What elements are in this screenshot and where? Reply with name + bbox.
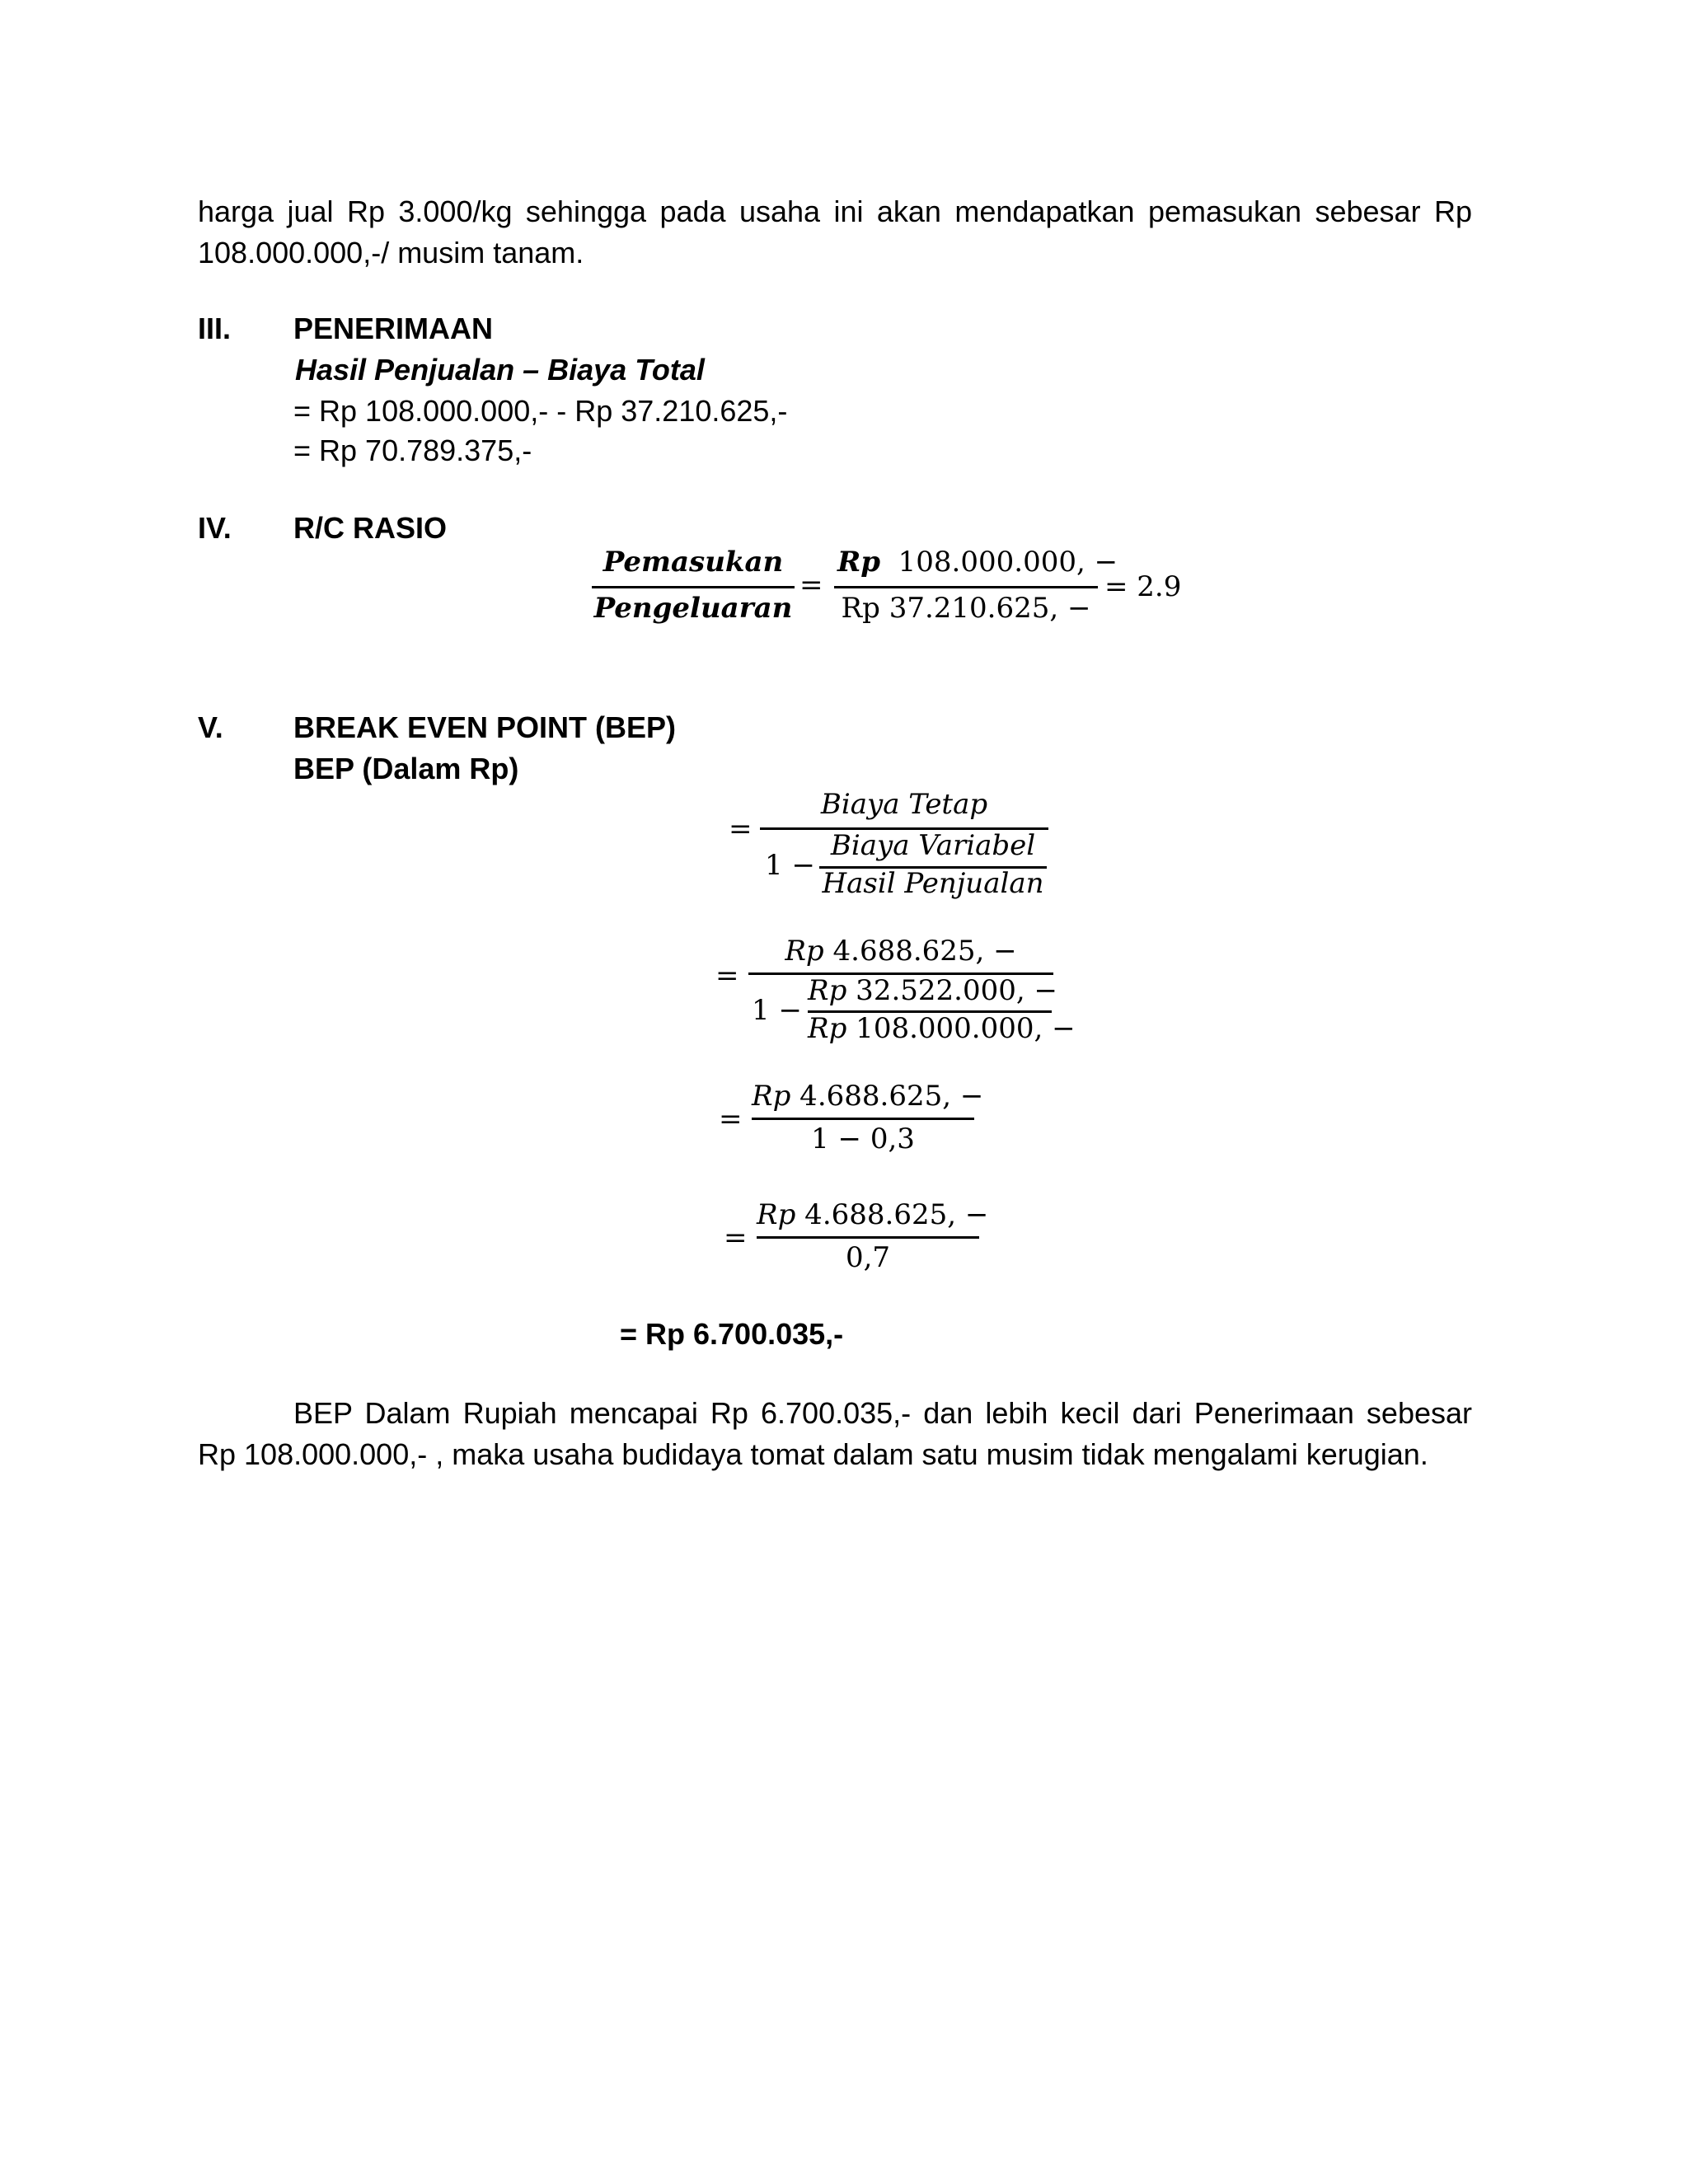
section-5-title: BREAK EVEN POINT (BEP) [293,710,677,744]
conclusion-line-2: Rp 108.000.000,- , maka usaha budidaya tomat dalam satu musim tidak mengalami kerugian. [198,1437,1428,1471]
bep-step-4-equals: = [724,1221,748,1254]
rc-fraction-bar-2 [834,586,1098,588]
rc-denominator-value: Rp 37.210.625, − [841,592,1091,625]
section-4-number: IV. [198,511,232,545]
bep-step-1-numerator: Biaya Tetap [820,788,988,821]
bep-step-3-denominator: 1 − 0,3 [811,1122,915,1155]
bep-step-1-inner-numerator: Biaya Variabel [830,829,1036,862]
intro-line-2: 108.000.000,-/ musim tanam. [198,236,584,269]
rc-numerator-label: Pemasukan [603,546,784,579]
section-3-formula: Hasil Penjualan – Biaya Total [295,353,705,387]
bep-step-4-bar [757,1236,979,1239]
conclusion-paragraph [198,1393,1472,1475]
bep-step-2-one-minus: 1 − [752,994,802,1027]
bep-step-1-equals: = [729,813,753,846]
bep-step-4-denominator: 0,7 [845,1241,891,1274]
bep-step-1-inner-denominator: Hasil Penjualan [822,867,1044,900]
intro-paragraph [198,191,1472,274]
bep-step-3-numerator: Rp 4.688.625, − [752,1080,984,1113]
rc-result: = 2.9 [1104,570,1182,603]
rc-equals-1: = [799,569,823,602]
section-3-number: III. [198,312,232,345]
section-5-subtitle: BEP (Dalam Rp) [293,752,519,785]
bep-step-3-equals: = [719,1103,743,1136]
bep-step-4-numerator: Rp 4.688.625, − [757,1198,989,1231]
bep-step-2-inner-denominator: Rp 108.000.000, − [808,1012,1076,1045]
bep-step-2-inner-numerator: Rp 32.522.000, − [808,974,1057,1007]
section-3-calc-1: = Rp 108.000.000,- - Rp 37.210.625,- [293,394,788,428]
bep-step-3-bar [752,1118,974,1120]
rc-numerator-value: Rp 108.000.000, − [837,546,1118,579]
conclusion-line-1: BEP Dalam Rupiah mencapai Rp 6.700.035,- dan lebih kecil dari Penerimaan sebesar [293,1396,1472,1430]
bep-step-2-numerator: Rp 4.688.625, − [785,935,1017,968]
rc-fraction-bar-1 [592,586,795,588]
intro-line-1: harga jual Rp 3.000/kg sehingga pada usaha ini akan mendapatkan pemasukan sebesar Rp [198,194,1472,228]
section-4-title: R/C RASIO [293,511,448,545]
section-3-calc-2: = Rp 70.789.375,- [293,434,532,467]
bep-step-2-equals: = [715,959,739,992]
section-5-number: V. [198,710,223,744]
bep-result: = Rp 6.700.035,- [620,1317,844,1351]
bep-step-1-one-minus: 1 − [765,849,815,882]
section-3-title: PENERIMAAN [293,312,494,345]
rc-denominator-label: Pengeluaran [593,592,793,625]
